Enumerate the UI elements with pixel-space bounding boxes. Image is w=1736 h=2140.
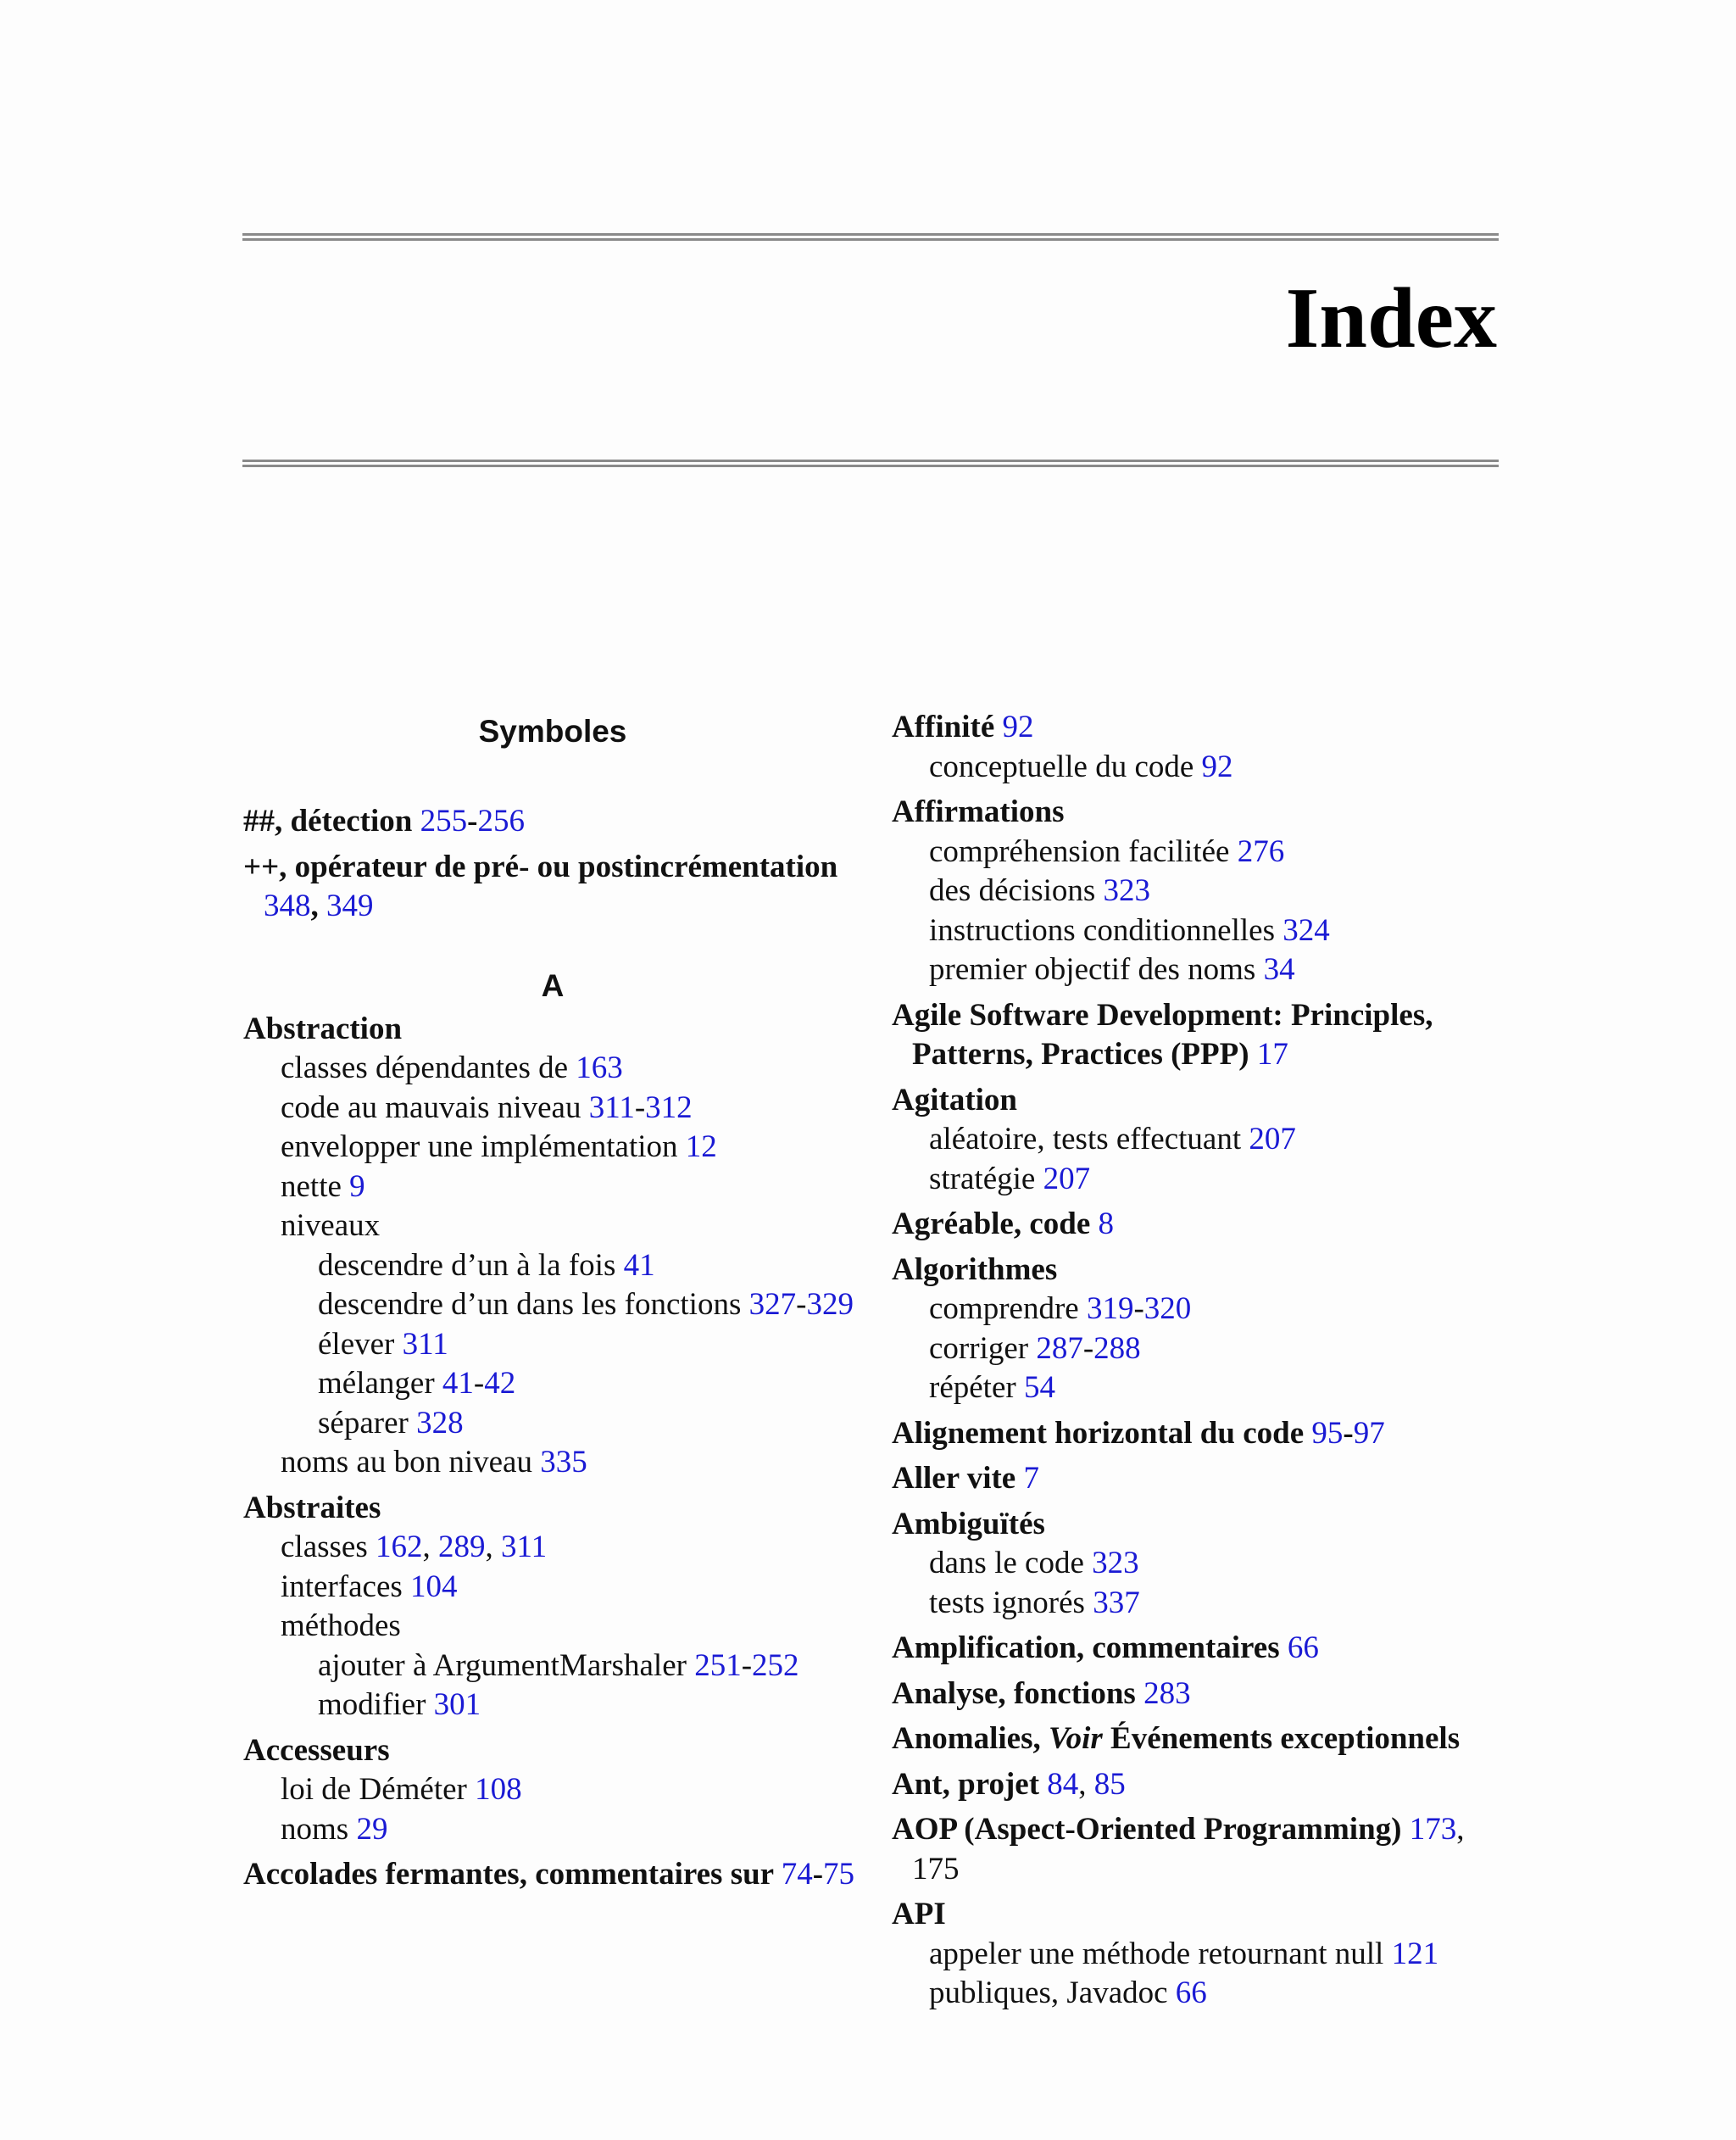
page-link[interactable]: 92 (1201, 749, 1233, 784)
page-link[interactable]: 66 (1287, 1630, 1319, 1665)
index-subentry: dans le code 323 (929, 1546, 1139, 1580)
index-column-right (892, 708, 1511, 2014)
page-link[interactable]: 349 (326, 889, 374, 923)
page-link[interactable]: 163 (576, 1050, 623, 1085)
index-subsubentry: séparer 328 (318, 1405, 464, 1441)
index-entry: Abstraction (243, 1011, 403, 1046)
index-entry: Analyse, fonctions 283 (892, 1675, 1191, 1711)
page-link[interactable]: 207 (1043, 1161, 1091, 1196)
page-link[interactable]: 320 (1143, 1291, 1192, 1326)
index-subentry: instructions conditionnelles 324 (929, 912, 1330, 948)
page-link[interactable]: 108 (475, 1772, 522, 1807)
index-column-left (243, 708, 862, 1895)
page-link[interactable]: 311 (501, 1530, 548, 1564)
page-link[interactable]: 84 (1047, 1766, 1079, 1802)
index-entry: Amplification, commentaires 66 (892, 1630, 1319, 1665)
page-link[interactable]: 207 (1249, 1122, 1296, 1156)
index-subentry: comprendre 319-320 (929, 1291, 1192, 1326)
page-link[interactable]: 162 (376, 1530, 423, 1564)
index-subentry: noms au bon niveau 335 (281, 1445, 587, 1480)
index-entry: Affinité 92 (892, 710, 1034, 744)
page-link[interactable]: 251 (694, 1647, 742, 1683)
page-link[interactable]: 75 (823, 1857, 855, 1892)
page-link[interactable]: 311 (588, 1090, 635, 1125)
index-subentry: premier objectif des noms 34 (929, 952, 1295, 987)
index-subsubentry: ajouter à ArgumentMarshaler 251-252 (318, 1647, 799, 1683)
index-subsubentry: modifier 301 (318, 1687, 481, 1722)
title-rule-top (242, 233, 1499, 241)
page-link[interactable]: 29 (356, 1811, 388, 1847)
page-link[interactable]: 319 (1086, 1291, 1134, 1326)
index-entry: Anomalies, Voir Événements exceptionnels (892, 1721, 1461, 1756)
index-subentry: nette 9 (281, 1168, 365, 1204)
page-link[interactable]: 335 (540, 1445, 587, 1480)
index-entry: Agitation (892, 1082, 1017, 1117)
section-heading-a: A (541, 967, 565, 1003)
index-subsubentry: élever 311 (318, 1326, 448, 1362)
index-entry: Abstraites (243, 1490, 381, 1525)
page-link[interactable]: 8 (1098, 1207, 1115, 1241)
page-link[interactable]: 104 (410, 1569, 458, 1604)
index-subentry: aléatoire, tests effectuant 207 (929, 1122, 1296, 1156)
page-link[interactable]: 17 (1256, 1037, 1288, 1072)
index-subsubentry: descendre d’un dans les fonctions 327-329 (318, 1287, 854, 1322)
index-entry: ##, détection 255-256 (243, 804, 525, 839)
index-subentry: classes 162, 289, 311 (281, 1530, 548, 1564)
page-link[interactable]: 66 (1175, 1976, 1207, 2010)
page-link[interactable]: 42 (484, 1366, 516, 1401)
index-entry: Ant, projet 84, 85 (892, 1766, 1126, 1802)
index-entry: Accesseurs (243, 1732, 390, 1768)
page-link[interactable]: 276 (1237, 833, 1285, 869)
title-rule-bottom (242, 460, 1499, 467)
index-subentry: classes dépendantes de 163 (281, 1050, 623, 1085)
page-link[interactable]: 9 (349, 1168, 365, 1204)
index-subentry: appeler une méthode retournant null 121 (929, 1936, 1439, 1971)
page-link[interactable]: 289 (438, 1530, 486, 1564)
page-link[interactable]: 329 (806, 1287, 854, 1322)
page-link[interactable]: 121 (1391, 1936, 1439, 1971)
index-entry: Affirmations (892, 794, 1065, 829)
page-link[interactable]: 74 (781, 1857, 813, 1892)
index-entry: Agile Software Development: Principles, Patterns, Practices (PPP) 17 (892, 997, 1433, 1072)
index-entry: Ambiguïtés (892, 1506, 1045, 1541)
index-subentry: loi de Déméter 108 (281, 1772, 522, 1807)
index-subentry: publiques, Javadoc 66 (929, 1976, 1207, 2010)
index-entry: Aller vite 7 (892, 1461, 1039, 1496)
page-link[interactable]: 41 (623, 1247, 655, 1283)
page-link[interactable]: 252 (752, 1647, 799, 1683)
page-link[interactable]: 327 (748, 1287, 797, 1322)
index-subentry: interfaces 104 (281, 1569, 458, 1604)
index-subentry: corriger 287-288 (929, 1330, 1141, 1366)
index-subentry: stratégie 207 (929, 1161, 1091, 1196)
page-link[interactable]: 283 (1143, 1675, 1191, 1711)
page-link[interactable]: 337 (1093, 1585, 1140, 1620)
page-link[interactable]: 12 (685, 1129, 717, 1164)
index-entry: Algorithmes (892, 1251, 1058, 1287)
page-link[interactable]: 287 (1036, 1330, 1083, 1366)
page-link[interactable]: 255 (420, 804, 468, 839)
index-entry: Alignement horizontal du code 95-97 (892, 1415, 1385, 1451)
index-subentry: conceptuelle du code 92 (929, 749, 1233, 784)
index-entry: Agréable, code 8 (892, 1207, 1115, 1241)
page-title: Index (1285, 270, 1497, 366)
page-link[interactable]: 348 (264, 889, 311, 923)
section-heading-symboles: Symboles (478, 714, 627, 749)
page-link[interactable]: 54 (1023, 1370, 1055, 1405)
index-subentry: répéter 54 (929, 1370, 1055, 1405)
page-link[interactable]: 95 (1311, 1415, 1344, 1451)
index-subentry: tests ignorés 337 (929, 1585, 1140, 1620)
page-link[interactable]: 323 (1092, 1546, 1139, 1580)
page-link[interactable]: 41 (442, 1366, 474, 1401)
page-link[interactable]: 301 (433, 1687, 481, 1722)
page-link[interactable]: 323 (1103, 873, 1151, 908)
page-link[interactable]: 256 (477, 804, 525, 839)
page-link[interactable]: 312 (645, 1090, 693, 1125)
index-subentry: envelopper une implémentation 12 (281, 1129, 717, 1164)
index-subsubentry: descendre d’un à la fois 41 (318, 1247, 655, 1283)
page-link[interactable]: 85 (1093, 1766, 1126, 1802)
index-subentry: niveaux (281, 1208, 381, 1243)
index-subentry: méthodes (281, 1608, 401, 1643)
page-link[interactable]: 328 (416, 1405, 464, 1441)
page-link[interactable]: 34 (1263, 952, 1295, 987)
index-subentry: compréhension facilitée 276 (929, 833, 1285, 869)
page-link[interactable]: 92 (1002, 710, 1034, 744)
index-subentry: noms 29 (281, 1811, 388, 1847)
index-subentry: des décisions 323 (929, 873, 1151, 908)
index-entry: ++, opérateur de pré- ou postincrémentation 348, 349 (243, 849, 838, 923)
index-subsubentry: mélanger 41-42 (318, 1366, 516, 1401)
page-link[interactable]: 97 (1353, 1415, 1385, 1451)
index-entry: API (892, 1897, 946, 1931)
page-link[interactable]: 288 (1093, 1330, 1141, 1366)
page-link[interactable]: 311 (402, 1326, 448, 1362)
index-entry: AOP (Aspect-Oriented Programming) 173, 175 (892, 1812, 1465, 1886)
index-subentry: code au mauvais niveau 311-312 (281, 1090, 693, 1125)
page-link[interactable]: 173 (1409, 1812, 1457, 1847)
index-entry: Accolades fermantes, commentaires sur 74-75 (243, 1857, 855, 1892)
page-link[interactable]: 324 (1283, 912, 1330, 948)
page-link[interactable]: 7 (1023, 1461, 1039, 1496)
